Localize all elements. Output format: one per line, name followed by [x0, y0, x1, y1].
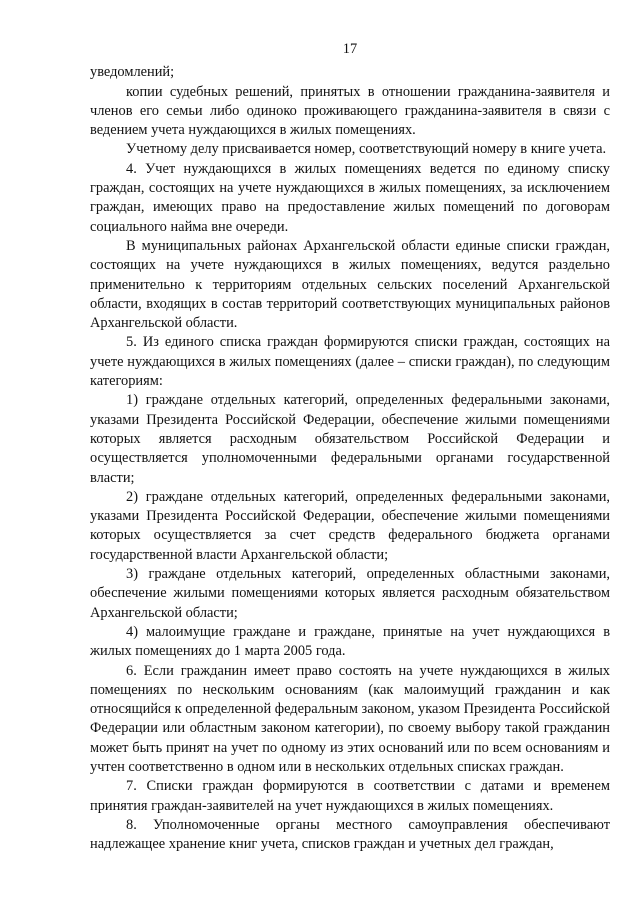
paragraph: уведомлений; — [90, 64, 175, 81]
paragraph: 7. Списки граждан формируются в соответствии с датами и временем принятия граждан-заявителей на учет нуждающихся в жилых помещениях. — [90, 778, 610, 814]
paragraph: В муниципальных районах Архангельской области единые списки граждан, состоящих на учете нуждающихся в жилых помещениях, ведутся раздельно применительно к территориям отдельных сельских поселений Архангельской области, входящих в состав территорий соответствующих муниципальных районов Архангельской области. — [90, 237, 610, 332]
page-number: 17 — [342, 41, 358, 57]
list-item: 1) граждане отдельных категорий, определенных федеральными законами, указами Президента Российской Федерации, обеспечение жилыми помещениями которых является расходным обязательством Российской Федерации и осуществляется уполномоченными федеральными органами государственной власти; — [90, 392, 610, 486]
paragraph: 8. Уполномоченные органы местного самоуправления обеспечивают надлежащее хранение книг учета, списков граждан и учетных дел граждан, — [90, 816, 610, 853]
paragraph: 5. Из единого списка граждан формируются списки граждан, состоящих на учете нуждающихся в жилых помещениях (далее – списки граждан), по следующим категориям: — [90, 334, 610, 390]
list-item: 2) граждане отдельных категорий, определенных федеральными законами, указами Президента Российской Федерации, обеспечение жилыми помещениями которых осуществляется за счет средств федерального бюджета органами государственной власти Архангельской области; — [90, 488, 610, 563]
paragraph: Учетному делу присваивается номер, соответствующий номеру в книге учета. — [126, 141, 607, 158]
paragraph: 6. Если гражданин имеет право состоять на учете нуждающихся в жилых помещениях по нескольким основаниям (как малоимущий гражданин и как относящийся к определенной федеральным законом, указом Президента Российской Федерации или областным законом категории), по своему выбору такой гражданин может быть принят на учет по одному из этих оснований или по всем основаниям и учтен соответственно в одном или в нескольких отдельных списках граждан. — [90, 662, 610, 775]
document-page — [90, 40, 610, 854]
list-item: 3) граждане отдельных категорий, определенных областными законами, обеспечение жилыми помещениями которых является расходным обязательством Архангельской области; — [90, 566, 610, 621]
list-item: 4) малоимущие граждане и граждане, принятые на учет нуждающихся в жилых помещениях до 1 марта 2005 года. — [90, 623, 610, 660]
paragraph: копии судебных решений, принятых в отношении гражданина-заявителя и членов его семьи либо одиноко проживающего гражданина-заявителя в связи с ведением учета нуждающихся в жилых помещениях. — [90, 83, 610, 139]
paragraph: 4. Учет нуждающихся в жилых помещениях ведется по единому списку граждан, состоящих на учете нуждающихся в жилых помещениях, за исключением граждан, имеющих право на предоставление жилых помещений по договорам социального найма вне очереди. — [90, 160, 610, 235]
